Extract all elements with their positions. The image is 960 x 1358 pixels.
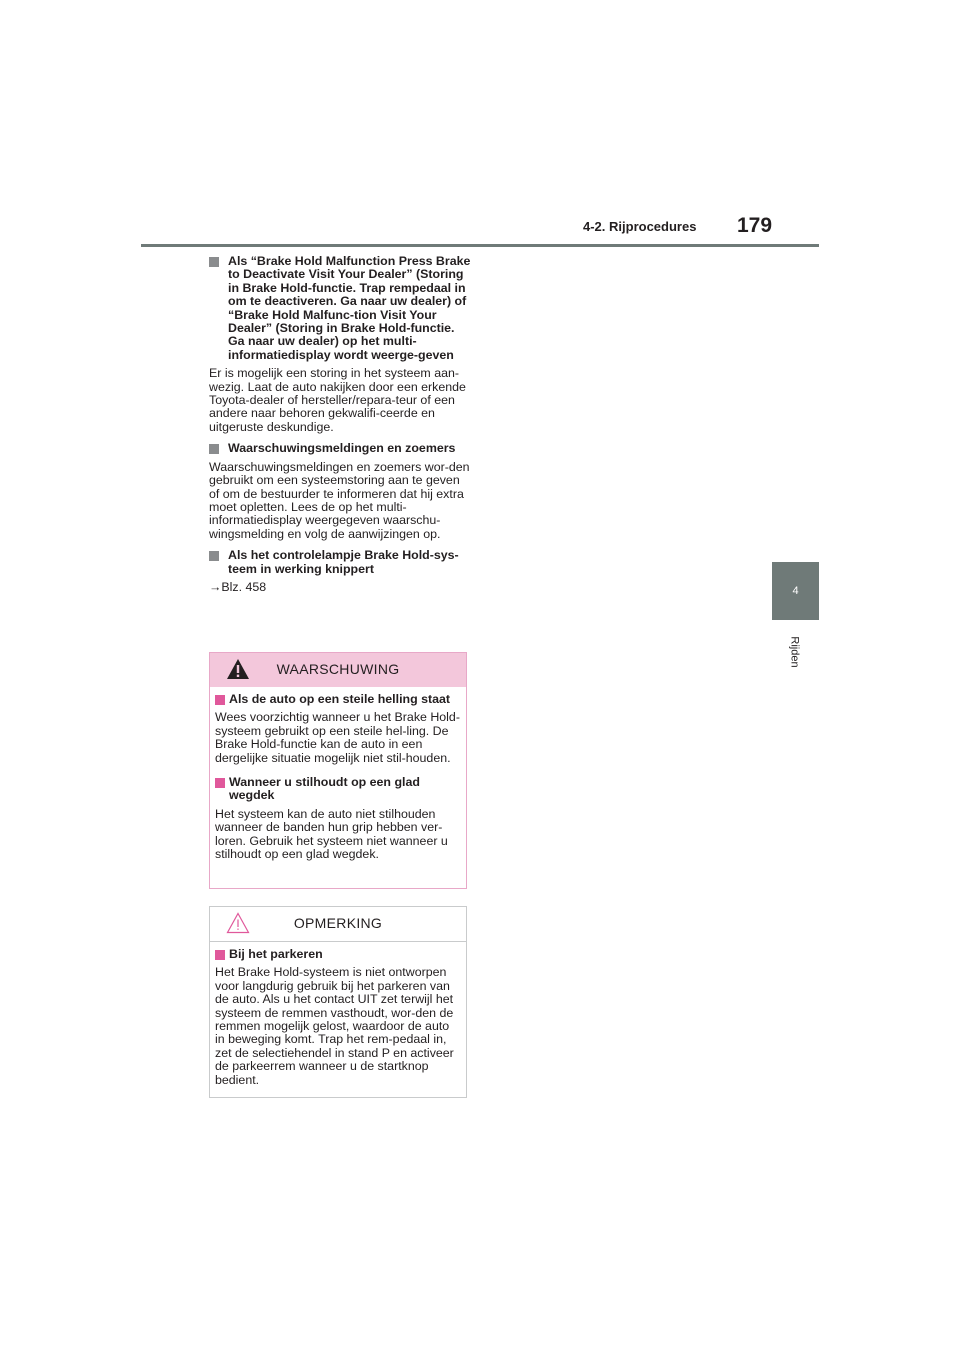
warning-box	[209, 652, 467, 889]
caution-triangle-outline-icon	[226, 912, 250, 934]
chapter-number: 4	[792, 585, 799, 597]
warning-box-body	[210, 687, 466, 861]
chapter-tab[interactable]	[772, 562, 819, 620]
notice-item-body: Het Brake Hold-systeem is niet ontworpen voor langdurig gebruik bij het parkeren van de auto. Als u het contact UIT zet terwijl het systeem de remmen vasthoudt, wor-den de remmen mogelijk gelost, waardoor de auto in beweging komt. Trap het rem-pedaal in, zet de selectiehendel in stand P en activeer de parkeerrem wanneer u de startknop bedient.	[215, 965, 454, 1087]
warning-item-heading: Als de auto op een steile helling staat	[215, 693, 461, 706]
page-number: 179	[737, 214, 773, 237]
warning-item-body: Het systeem kan de auto niet stilhouden wanneer de banden hun grip hebben ver-loren. Gebruik het systeem niet wanneer u stilhoudt op een glad wegdek.	[215, 806, 448, 862]
notice-box-body	[210, 942, 466, 1087]
bullet-square-icon	[215, 695, 225, 705]
warning-item-heading: Wanneer u stilhoudt op een glad wegdek	[215, 776, 461, 803]
notice-box-header	[210, 907, 466, 941]
notice-box	[209, 906, 467, 1098]
section-title: 4-2. Rijprocedures	[583, 219, 697, 234]
bullet-square-icon	[209, 444, 219, 454]
section-body: Er is mogelijk een storing in het systeem aan-wezig. Laat de auto nakijken door een erkende Toyota-dealer of hersteller/repara-teur of een andere naar behoren gekwalifi-ceerde en uitgeruste deskundige.	[209, 366, 466, 434]
bullet-square-icon	[215, 950, 225, 960]
bullet-square-icon	[209, 551, 219, 561]
warning-box-title: WAARSCHUWING	[276, 661, 400, 678]
header-divider	[141, 244, 819, 247]
section-heading: Als “Brake Hold Malfunction Press Brake to Deactivate Visit Your Dealer” (Storing in Brake Hold-functie. Trap rempedaal in om te deactiveren. Ga naar uw dealer) of “Brake Hold Malfunc-tion Visit Your Dealer” (Storing in Brake Hold-functie. Ga naar uw dealer) op het multi-informatiedisplay wordt weerge-geven	[209, 255, 471, 362]
page-reference-link[interactable]: →Blz. 458	[209, 579, 267, 594]
warning-triangle-icon	[226, 658, 250, 680]
warning-item-body: Wees voorzichtig wanneer u het Brake Hold-systeem gebruikt op een steile hel-ling. De Brake Hold-functie kan de auto in een dergelijke situatie mogelijk niet stil-houden.	[215, 710, 460, 765]
warning-box-header	[210, 653, 466, 687]
notice-item-heading: Bij het parkeren	[215, 948, 461, 961]
notice-box-title: OPMERKING	[293, 915, 383, 932]
chapter-title: Rijden	[789, 636, 801, 668]
section-heading: Waarschuwingsmeldingen en zoemers	[209, 442, 471, 455]
section-heading: Als het controlelampje Brake Hold-sys-teem in werking knippert	[209, 549, 471, 576]
bullet-square-icon	[215, 778, 225, 788]
section-body: Waarschuwingsmeldingen en zoemers wor-den gebruikt om een systeemstoring aan te geven of om de bestuurder te informeren dat hij extra moet opletten. Lees de op het multi-informatiedisplay weergegeven waarschu-wingsmelding en volg de aanwijzingen op.	[209, 459, 470, 541]
main-column	[209, 255, 471, 594]
bullet-square-icon	[209, 257, 219, 267]
